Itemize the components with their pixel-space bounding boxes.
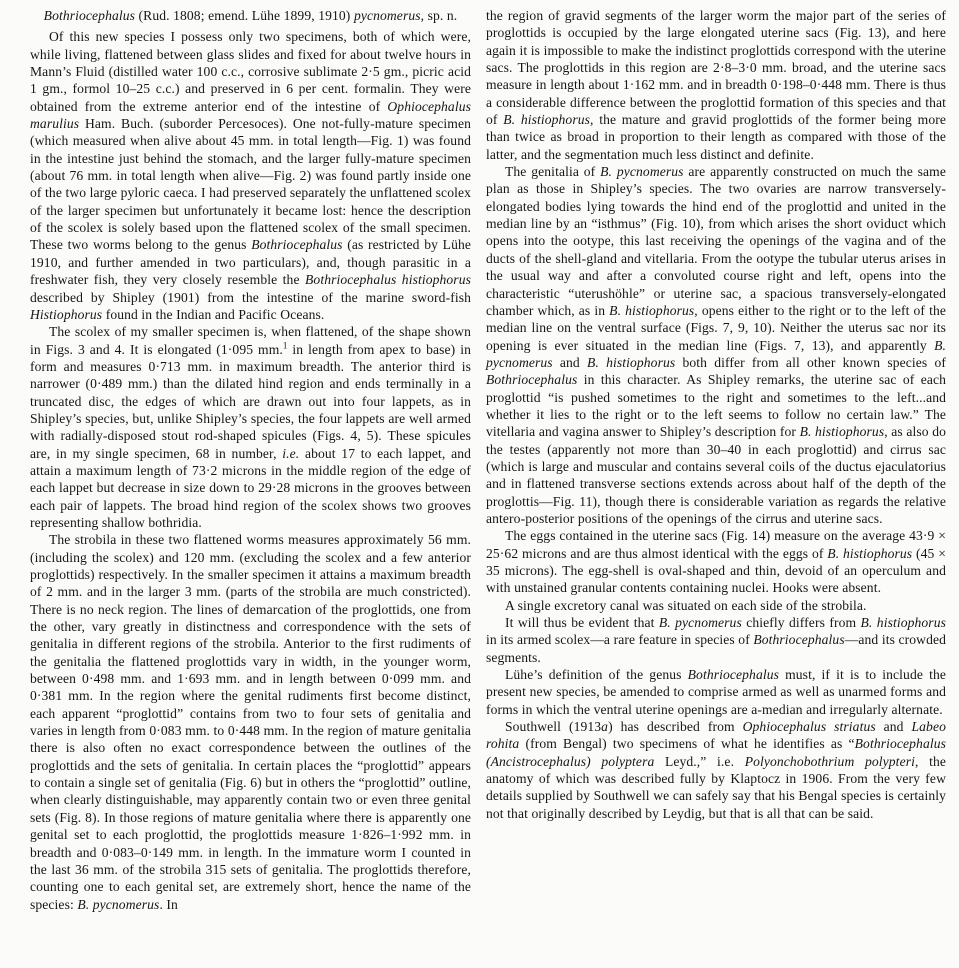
italic-text-run: pycnomerus [353,8,421,23]
text-run: (Rud. 1808; emend. Lühe 1899, 1910) [135,8,354,23]
text-run: Ham. Buch. (suborder Percesoces). One not-fully-mature specimen (which measured when alive about 45 mm. in total length—Fig. 1) was found in the intestine just behind the stomach, and the larger fully-mature specimen (about 76 mm. in total length when alive—Fig. 2) was found partly inside one of the two large pyloric caeca. I had preserved separately the unflattened scolex of the larger specimen but unfortunately it became lost: hence the description of the scolex is solely based upon the flattened scolex of the small specimen. These two worms belong to the genus [30,116,471,253]
text-run: , opens either to the right or to the left of the median line on the ventral surface (Figs. 7, 9, 10). Neither the uterus sac nor its opening is ever situated in the median line (Figs. 7, 13), and apparently [486,302,946,353]
text-run: and [875,719,912,735]
text-run: both differ from all other known species of [675,354,946,370]
text-run: (45 × 35 microns). The egg-shell is oval-shaped and thin, devoid of an operculum and with unstained granular contents containing nuclei. Hooks were absent. [486,545,946,596]
italic-text-run: B. histiophorus [586,354,676,370]
paragraph [486,597,946,614]
italic-text-run: Bothriocephalus [43,8,136,23]
italic-text-run: Labeo rohita [486,719,946,752]
text-run: in this character. As Shipley remarks, the uterine sac of each proglottid “is pushed sometimes to the right and sometimes to the left...and whether it lies to the right or to the left seems to follow no certain law.” The vitellaria and vagina answer to Shipley’s description for [486,372,946,440]
text-run: found in the Indian and Pacific Oceans. [102,306,325,322]
two-column-layout [30,7,946,913]
text-run: in length from apex to base) in form and measures 0·713 mm. in maximum breadth. The anterior third is narrower (0·489 mm.) than the dilated hind region and ends terminally in a truncated disc, the edges of which are drawn out into four lappets, as in Shipley’s species, but, unlike Shipley’s species, the four lappets are well armed with radially-disposed stout rod-shaped spicules (Figs. 4, 5). These spicules are, in my single specimen, 68 in number, [30,341,471,461]
text-run: in its armed scolex—a rare feature in species of [486,632,754,648]
text-run: Leyd.,” i.e. [654,753,745,769]
italic-text-run: i.e. [282,445,300,461]
paragraph [486,7,946,163]
paragraph [486,666,946,718]
italic-text-run: B. histiophorus [799,424,885,440]
text-run: —and its crowded segments. [486,632,946,665]
text-run: (from Bengal) two specimens of what he identifies as “ [519,736,855,752]
italic-text-run: B. pycnomerus [658,615,742,631]
italic-text-run: a [601,719,609,735]
italic-text-run: B. pycnomerus [77,896,160,912]
italic-text-run: Bothriocephalus [753,632,845,648]
italic-text-run: Bothriocephalus [486,372,578,388]
italic-text-run: Ophiocephalus marulius [30,98,471,132]
text-run: the region of gravid segments of the larger worm the major part of the series of proglottids is occupied by the large elongated uterine sacs (Fig. 13), and here again it is impossible to make the indistinct proglottids correspond with the uterine sacs. The proglottids in this region are 2·8–3·0 mm. broad, and the uterine sacs measure in length about 1·162 mm. and in breadth 0·198–0·448 mm. There is thus a considerable difference between the proglottid formation of this species and that of [486,8,946,128]
footnote-marker: 1 [282,340,288,350]
text-run: (as restricted by Lühe 1910, and further amended in two particulars), and, though parasitic in a freshwater fish, they very closely resemble the [30,237,472,288]
text-run: It will thus be evident that [505,615,659,631]
italic-text-run: B. histiophorus [503,112,590,128]
text-run: chiefly differs from [741,615,861,631]
right-column [486,7,946,913]
text-run: and [552,354,587,370]
italic-text-run: Bothriocephalus histiophorus [305,272,471,288]
text-run: The eggs contained in the uterine sacs (Fig. 14) measure on the average 43·9 × 25·62 microns and are thus almost identical with the eggs of [486,528,946,561]
text-run: ) has described from [608,719,743,735]
text-run: , as also do the testes (apparently not more than 30–40 in each proglottid) and cirrus sac (which is large and muscular and contains several coils of the ductus ejaculatorius and in flattened transverse sections extends across about half of the depth of the proglottis—Fig. 11), though there is considerable variation as regards the relative antero-posterior positions of the openings of the cirrus and uterine sacs. [486,424,947,526]
text-run: The strobila in these two flattened worms measures approximately 56 mm. (including the scolex) and 120 mm. (excluding the scolex and a few anterior proglottids) respectively. In the smaller specimen it attains a maximum breadth of 2 mm. and in the larger 3 mm. (parts of the strobila are much constricted). There is no neck region. The lines of demarcation of the proglottids, one from the other, vary greatly in distinctness and correspondence with the sets of genitalia in different regions of the strobila. Anterior to the first rudiments of the genitalia the flattened proglottids vary in width, in the younger worm, between 0·498 mm. and 1·693 mm. and in length between 0·099 mm. and 0·381 mm. In the region where the genital rudiments first become distinct, each apparent “proglottid” contains from two to four sets of genitalia and varies in length from 0·083 mm. to 0·448 mm. In the region of mature genitalia there is also often no exact correspondence between the outlines of the proglottids and the sets of genitalia. In certain places the “proglottid” appears to contain a single set of genitalia (Fig. 6) but in others the “proglottid” outline, when clearly distinguishable, may apparently contain two or even three genital sets (Fig. 8). In those regions of mature genitalia where there is apparently one genital set to each proglottid, the proglottids measure 1·826–1·992 mm. in breadth and 0·083–0·149 mm. in length. In the immature worm I counted in the last 36 mm. of the strobila 315 sets of genitalia. The proglottids therefore, counting one to each genital set, are extremely short, hence the name of the species: [30,532,471,912]
text-run: , the mature and gravid proglottids of the former being more than twice as broad in proportion to their length as compared with those of the latter, and the segmentation much less distinct and definite. [486,112,946,162]
italic-text-run: B. histiophorus [860,615,946,631]
italic-text-run: Polyonchobothrium polypteri [744,753,915,769]
paragraph [486,163,946,527]
italic-text-run: Histiophorus [30,306,103,322]
italic-text-run: B. histiophorus [609,302,695,318]
italic-text-run: Bothriocephalus [251,237,343,253]
italic-text-run: B. histiophorus [827,545,913,561]
paragraph [30,323,471,531]
italic-text-run: B. pycnomerus [486,337,946,370]
text-run: , the anatomy of which was described fully by Klaptocz in 1906. From the very few details supplied by Southwell we can safely say that his Bengal species is certainly not that originally described by Leydig, but that is all that can be said. [486,753,946,821]
text-run: must, if it is to include the present new species, be amended to comprise armed as well as unarmed forms and forms in which the ventral uterine openings are a-median and irregularly alternate. [486,667,946,717]
text-run: are apparently constructed on much the same plan as those in Shipley’s species. The two ovaries are narrow transversely-elongated bodies lying towards the hind end of the proglottid and united in the median line by an “isthmus” (Fig. 10), from which arises the short oviduct which opens into the ootype, this last receiving the openings of the vagina and of the ducts of the shell-gland and vitellaria. From the ootype the tubular uterus arises in the usual way and after a convoluted course right and left, opens into the characteristic “uterushöhle” or uterine sac, a spacious transversely-elongated chamber which, as in [486,164,946,318]
text-run: The scolex of my smaller specimen is, when flattened, of the shape shown in Figs. 3 and 4. It is elongated (1·095 mm. [30,324,471,357]
text-run: Lühe’s definition of the genus [505,667,688,683]
paragraph [486,614,946,666]
italic-text-run: Bothriocephalus (Ancistrocephalus) polyptera [486,736,946,769]
text-run: Southwell (1913 [505,719,602,735]
italic-text-run: B. pycnomerus [600,164,684,180]
paragraph [486,718,946,822]
paragraph [486,527,946,596]
italic-text-run: Bothriocephalus [687,667,779,683]
italic-text-run: Ophiocephalus striatus [742,719,876,735]
text-run: . In [159,896,178,912]
article-title [30,7,471,24]
paragraph [30,531,471,913]
text-run: The genitalia of [505,164,601,180]
text-run: about 17 to each lappet, and attain a maximum length of 73·2 microns in the middle region of the edge of each lappet but decrease in size down to 29·28 microns in the grooves between each pair of lappets. The broad hind region of the scolex shows two grooves representing shallow bothridia. [30,445,471,530]
paragraph [30,28,471,323]
text-run: A single excretory canal was situated on each side of the strobila. [505,597,867,613]
text-run: described by Shipley (1901) from the intestine of the marine sword-fish [30,289,471,305]
text-run: Of this new species I possess only two specimens, both of which were, while living, flattened between glass slides and fixed for about twelve hours in Mann’s Fluid (distilled water 100 c.c., corrosive sublimate 2·5 gm., picric acid 1 gm., formol 10–25 c.c.) and preserved in 6 per cent. formalin. They were obtained from the extreme anterior end of the intestine of [30,29,471,114]
left-column [30,7,471,913]
text-run: , sp. n. [420,8,458,23]
